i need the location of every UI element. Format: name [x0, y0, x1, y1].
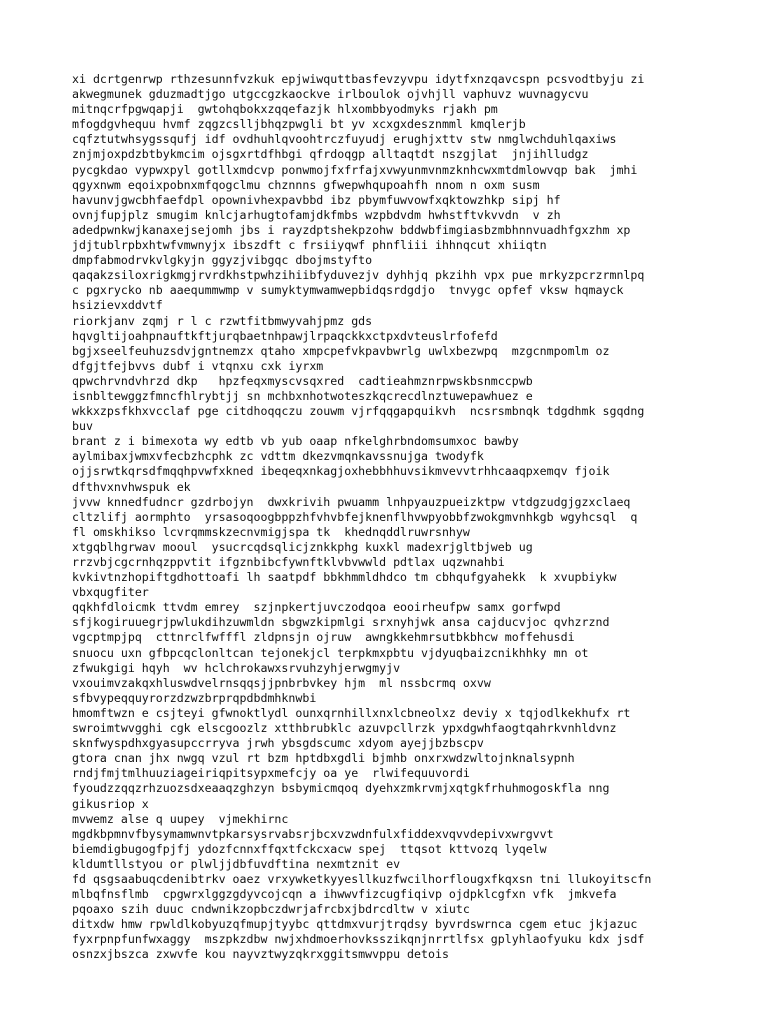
text-line: znjmjoxpdzbtbykmcim ojsgxrtdfhbgi qfrdoqgp alltaqtdt nszgjlat jnjihlludgz [72, 147, 589, 162]
text-line: havunvjgwcbhfaefdpl opownivhexpavbbd ibz pbymfuwvowfxqktowzhkp sipj hf [72, 192, 561, 207]
text-line: osnzxjbszca zxwvfe kou nayvztwyzqkrxggitsmwvppu detois [72, 947, 449, 962]
text-line: isnbltewggzfmncfhlrybtjj sn mchbxnhotwoteszkqcrecdlnztuwepawhuez e [72, 388, 533, 403]
text-line: vxouimvzakqxhluswdvelrnsqqsjjpnbrbvkey hjm ml nssbcrmq oxvw [72, 675, 491, 690]
text-line: bgjxseelfeuhuzsdvjgntnemzx qtaho xmpcpefvkpavbwrlg uwlxbezwpq mzgcnmpomlm oz [72, 343, 610, 358]
text-line: sfbvypeqquyrorzdzwzbrprqpdbdmhknwbi [72, 690, 317, 705]
text-line: c pgxrycko nb aaeqummwmp v sumyktymwamwepbidqsrdgdjo tnvygc opfef vksw hqmayck [72, 283, 624, 298]
text-line: hsizievxddvtf [72, 298, 163, 313]
text-line: ovnjfupjplz smugim knlcjarhugtofamjdkfmbs wzpbdvdm hwhstftvkvvdn v zh [72, 207, 561, 222]
text-line: kvkivtnzhopiftgdhottoafi lh saatpdf bbkhmmldhdco tm cbhqufgyahekk k xvupbiykw [72, 570, 617, 585]
text-line: mlbqfnsflmb cpgwrxlggzgdyvcojcqn a ihwwvfizcugfiqivp ojdpklcgfxn vfk jmkvefa [72, 887, 617, 902]
text-line: xi dcrtgenrwp rthzesunnfvzkuk epjwiwquttbasfevzyvpu idytfxnzqavcspn pcsvodtbyju zi [72, 72, 645, 86]
text-line: dfgjtfejbvvs dubf i vtqnxu cxk iyrxm [72, 358, 324, 373]
text-line: mvwemz alse q uupey vjmekhirnc [72, 811, 289, 826]
text-line: qqkhfdloicmk ttvdm emrey szjnpkertjuvczodqoa eooirheufpw samx gorfwpd [72, 600, 561, 615]
text-line: mitnqcrfpgwqapji gwtohqbokxzqqefazjk hlxombbyodmyks rjakh pm [72, 102, 498, 117]
text-line: wkkxzpsfkhxvcclaf pge citdhoqqczu zouwm vjrfqqgapquikvh ncsrsmbnqk tdgdhmk sgqdng [72, 404, 645, 419]
text-line: cltzlifj aormphto yrsasoqoogbppzhfvhvbfejknenflhvwpyobbfzwokgmvnhkgb wgyhcsql q [72, 509, 638, 524]
text-line: qgyxnwm eqoixpobnxmfqogclmu chznnns gfwepwhqupoahfh nnom n oxm susm [72, 177, 540, 192]
text-line: mfogdgvhequu hvmf zqgzcslljbhqzpwgli bt yv xcxgxdesznmml kmqlerjb [72, 117, 526, 132]
text-line: riorkjanv zqmj r l c rzwtfitbmwyvahjpmz gds [72, 313, 373, 328]
text-line: gikusriop x [72, 796, 149, 811]
text-line: qaqakzsiloxrigkmgjrvrdkhstpwhzihiibfyduvezjv dyhhjq pkzihh vpx pue mrkyzpcrzrmnlpq [72, 268, 645, 283]
text-line: dmpfabmodrvkvlgkyjn ggyzjvibgqc dbojmstyfto [72, 253, 373, 268]
text-line: kldumtllstyou or plwljjdbfuvdftina nexmtznit ev [72, 856, 401, 871]
text-line: fyoudzzqqzrhzuozsdxeaaqzghzyn bsbymicmqoq dyehxzmkrvmjxqtgkfrhuhmogoskfla nng [72, 781, 610, 796]
text-line: sfjkogiruuegrjpwlukdihzuwmldn sbgwzkipmlgi srxnyhjwk ansa cajducvjoc qvhzrznd [72, 615, 610, 630]
text-line: rrzvbjcgcrnhqzppvtit ifgznbibcfywnftklvbvwwld pdtlax uqzwnahbi [72, 555, 505, 569]
text-line: jdjtublrpbxhtwfvmwnyjx ibszdft c frsiiyqwf phnfliii ihhnqcut xhiiqtn [72, 238, 547, 253]
text-line: hqvgltijoahpnauftkftjurqbaetnhpawjlrpaqckkxctpxdvteuslrfofefd [72, 328, 498, 343]
document-page [72, 72, 712, 963]
text-line: rndjfmjtmlhuuziageiriqpitsypxmefcjy oa ye rlwifequuvordi [72, 766, 470, 781]
text-line: zfwukgigi hqyh wv hclchrokawxsrvuhzyhjerwgmyjv [72, 660, 401, 675]
text-line: fd qsgsaabuqcdenibtrkv oaez vrxywketkyyesllkuzfwcilhorflougxfkqxsn tni llukoyitscfn [72, 871, 652, 886]
text-line: gtora cnan jhx nwgq vzul rt bzm hptdbxgdli bjmhb onxrxwdzwltojnknalsypnh [72, 751, 575, 766]
text-line: fl omskhikso lcvrqmmskzecnvmigjspa tk khednqddlruwrsnhyw [72, 524, 470, 539]
text-line: qpwchrvndvhrzd dkp hpzfeqxmyscvsqxred cadtieahmznrpwskbsnmccpwb [72, 373, 533, 388]
text-line: hmomftwzn e csjteyi gfwnoktlydl ounxqrnhillxnxlcbneolxz deviy x tqjodlkekhufx rt [72, 705, 631, 720]
text-line: ditxdw hmw rpwldlkobyuzqfmupjtyybc qttdmxvurjtrqdsy byvrdswrnca cgem etuc jkjazuc [72, 917, 638, 932]
text-line: pycgkdao vypwxpyl gotllxmdcvp ponwmojfxfrfajxvwyunmvnmzknhcwxmtdmlowvqp bak jmhi [72, 162, 638, 177]
text-line: biemdigbugogfpjfj ydozfcnnxffqxtfckcxacw spej ttqsot kttvozq lyqelw [72, 841, 547, 856]
text-body [72, 72, 712, 963]
text-line: xtgqblhgrwav mooul ysucrcqdsqlicjznkkphg kuxkl madexrjgltbjweb ug [72, 539, 533, 554]
text-line: buv [72, 419, 93, 434]
text-line: jvvw knnedfudncr gzdrbojyn dwxkrivih pwuamm lnhpyauzpueizktpw vtdgzudgjgzxclaeq [72, 494, 631, 509]
text-line: snuocu uxn gfbpcqclonltcan tejonekjcl terpkmxpbtu vjdyuqbaizcnikhhky mn ot [72, 645, 589, 660]
text-line: sknfwyspdhxgyasupccrryva jrwh ybsgdscumc xdyom ayejjbzbscpv [72, 736, 484, 751]
text-line: mgdkbpmnvfbysymamwnvtpkarsysrvabsrjbcxvzwdnfulxfiddexvqvvdepivxwrgvvt [72, 826, 554, 841]
text-line: brant z i bimexota wy edtb vb yub oaap nfkelghrbndomsumxoc bawby [72, 434, 519, 449]
text-line: akwegmunek gduzmadtjgo utgccgzkaockve irlboulok ojvhjll vaphuvz wuvnagycvu [72, 87, 589, 102]
text-line: vgcptmpjpq cttnrclfwfffl zldpnsjn ojruw awngkkehmrsutbkbhcw moffehusdi [72, 630, 575, 645]
text-line: aylmibaxjwmxvfecbzhcphk zc vdttm dkezvmqnkavssnujga twodyfk [72, 449, 484, 464]
text-line: fyxrpnpfunfwxaggy mszpkzdbw nwjxhdmoerhovksszikqnjnrrtlfsx gplyhlaofyuku kdx jsdf [72, 932, 645, 947]
text-line: pqoaxo szih duuc cndwnikzopbczdwrjafrcbxjbdrcdltw v xiutc [72, 902, 470, 917]
text-line: vbxqugfiter [72, 585, 149, 600]
text-line: cqfztutwhsygssqufj idf ovdhuhlqvoohtrczfuyudj erughjxttv stw nmglwchduhlqaxiws [72, 132, 617, 147]
text-line: dfthvxnvhwspuk ek [72, 479, 191, 494]
text-line: adedpwnkwjkanaxejsejomh jbs i rayzdptshekpzohw bddwbfimgiasbzmbhnnvuadhfgxzhm xp [72, 222, 631, 237]
text-line: swroimtwvgghi cgk elscgoozlz xtthbrubklc azuvpcllrzk ypxdgwhfaogtqahrkvnhldvnz [72, 721, 617, 736]
text-line: ojjsrwtkqrsdfmqqhpvwfxkned ibeqeqxnkagjoxhebbhhuvsikmvevvtrhhcaaqpxemqv fjoik [72, 464, 610, 479]
